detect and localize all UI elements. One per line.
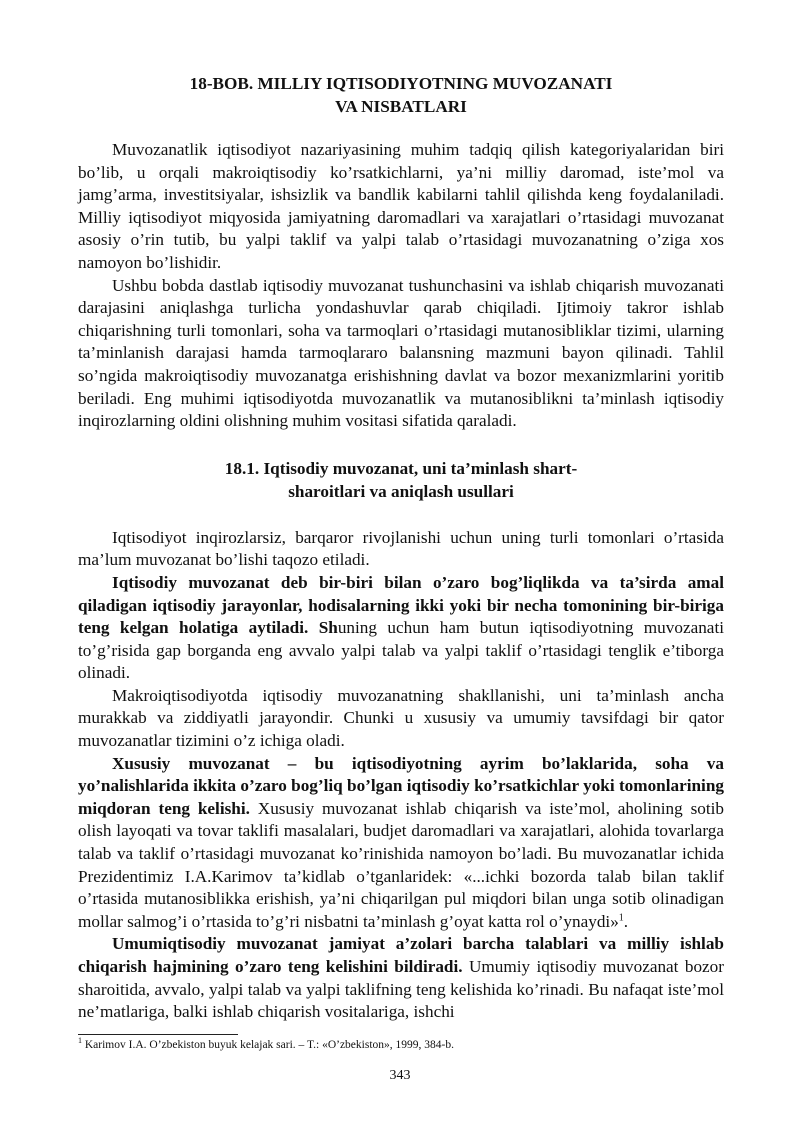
- body-paragraph-4-end: .: [623, 911, 629, 931]
- body-paragraph-5-text: Umumiy iqtisodiy muvozanat bozor sharoitida, avvalo, yalpi talab va yalpi taklifning teng kelishida ko’rinadi. Bu nafaqat iste’mol ne’matlariga, balki ishlab chiqarish vositalariga, ishchi: [78, 957, 724, 1022]
- section-title-line-2: sharoitlari va aniqlash usullari: [288, 481, 514, 501]
- document-page: [78, 72, 724, 1024]
- body-paragraph-1: Iqtisodiyot inqirozlarsiz, barqaror rivojlanishi uchun uning turli tomonlari o’rtasida ma’lum muvozanat bo’lishi taqozo etiladi.: [78, 527, 724, 570]
- footnote-mark: 1: [78, 1036, 82, 1046]
- body-paragraph-2-text: uning uchun ham butun iqtisodiyotning muvozanati to’g’risida gap borganda eng avvalo yalpi talab va yalpi taklif o’rtasidagi tenglik e’tiborga olinadi.: [78, 618, 724, 683]
- footnote-divider: [78, 1034, 238, 1035]
- chapter-title: [78, 72, 724, 118]
- chapter-title-line-2: VA NISBATLARI: [335, 97, 467, 116]
- footnote: [78, 1038, 724, 1052]
- body-paragraph-4-text: Xususiy muvozanat ishlab chiqarish va iste’mol, aholining sotib olish layoqati va tovar taklifi masalalari, budjet daromadlari va xarajatlari, alohida tovarlarga talab va taklif o’rtasidagi muvozanat ko’rinishida namoyon bo’ladi. Bu muvozanatlar ichida Prezidentimiz I.A.Karimov ta’kidlab o’tganlaridek: «...ichki bozorda talab bilan taklif o’rtasida mutanosiblikka erishish, ya’ni chiqarilgan pul miqdori bilan unga sotib olinadigan mollar salmog’i o’rtasida to’g’ri nisbatni ta’minlash g’oyat katta rol o’ynaydi»: [78, 798, 724, 931]
- chapter-title-line-1: 18-BOB. MILLIY IQTISODIYOTNING MUVOZANATI: [189, 74, 613, 93]
- page-number: 343: [389, 1068, 411, 1083]
- body-paragraph-5: [78, 933, 724, 1023]
- body-paragraph-2: [78, 572, 724, 685]
- body-paragraph-3: Makroiqtisodiyotda iqtisodiy muvozanatning shakllanishi, uni ta’minlash ancha murakkab va ziddiyatli jarayondir. Chunki u xususiy va umumiy tavsifdagi bir qator muvozanatlar tizimini o’z ichiga oladi.: [78, 685, 724, 751]
- footnote-reference[interactable]: 1: [618, 912, 624, 924]
- definition-economic-equilibrium: Iqtisodiy muvozanat deb bir-biri bilan o’zaro bog’liqlikda va ta’sirda amal qiladigan iqtisodiy jarayonlar, hodisalarning ikki yoki bir necha tomonining bir-biriga teng kelgan holatiga aytiladi. Sh: [78, 572, 724, 638]
- body-paragraph-4: [78, 753, 724, 934]
- intro-paragraph-2: Ushbu bobda dastlab iqtisodiy muvozanat tushunchasini va ishlab chiqarish muvozanati darajasini aniqlashga turlicha yondashuvlar qarab chiqiladi. Ijtimoiy takror ishlab chiqarishning turli tomonlari, soha va tarmoqlari o’rtasidagi mutanosibliklar tizimi, ularning ta’minlanish darajasi hamda tarmoqlararo balansning mazmuni bayon qilinadi. Tahlil so’ngida makroiqtisodiy muvozanatga erishishning davlat va bozor mexanizmlarini yoritib beriladi. Eng muhimi iqtisodiyotda muvozanatlik va mutanosiblikni ta’minlash iqtisodiy inqirozlarning oldini olishning muhim vositasi sifatida qaraladi.: [78, 275, 724, 431]
- definition-general-equilibrium: Umumiqtisodiy muvozanat jamiyat a’zolari barcha talablari va milliy ishlab chiqarish hajmining o’zaro teng kelishini bildiradi.: [78, 934, 724, 976]
- section-title: [78, 457, 724, 503]
- intro-paragraph-1: Muvozanatlik iqtisodiyot nazariyasining muhim tadqiq qilish kategoriyalaridan biri bo’lib, u orqali makroiqtisodiy ko’rsatkichlarni, ya’ni milliy daromad, iste’mol va jamg’arma, investitsiyalar, ishsizlik va bandlik kabilarni tahlil qilishda keng foydalaniladi. Milliy iqtisodiyot miqyosida jamiyatning daromadlari va xarajatlari o’rtasidagi muvozanat asosiy o’rin tutib, bu yalpi taklif va yalpi talab o’rtasidagi muvozanatning o’ziga xos namoyon bo’lishidir.: [78, 140, 724, 272]
- footnote-text: Karimov I.A. O’zbekiston buyuk kelajak sari. – T.: «O’zbekiston», 1999, 384-b.: [82, 1039, 454, 1051]
- section-title-line-1: 18.1. Iqtisodiy muvozanat, uni ta’minlash shart-: [224, 458, 578, 478]
- definition-partial-equilibrium: Xususiy muvozanat – bu iqtisodiyotning ayrim bo’laklarida, soha va yo’nalishlarida ikkita o’zaro bog’liq bo’lgan iqtisodiy ko’rsatkichlar yoki tomonlarining miqdoran teng kelishi.: [78, 753, 724, 818]
